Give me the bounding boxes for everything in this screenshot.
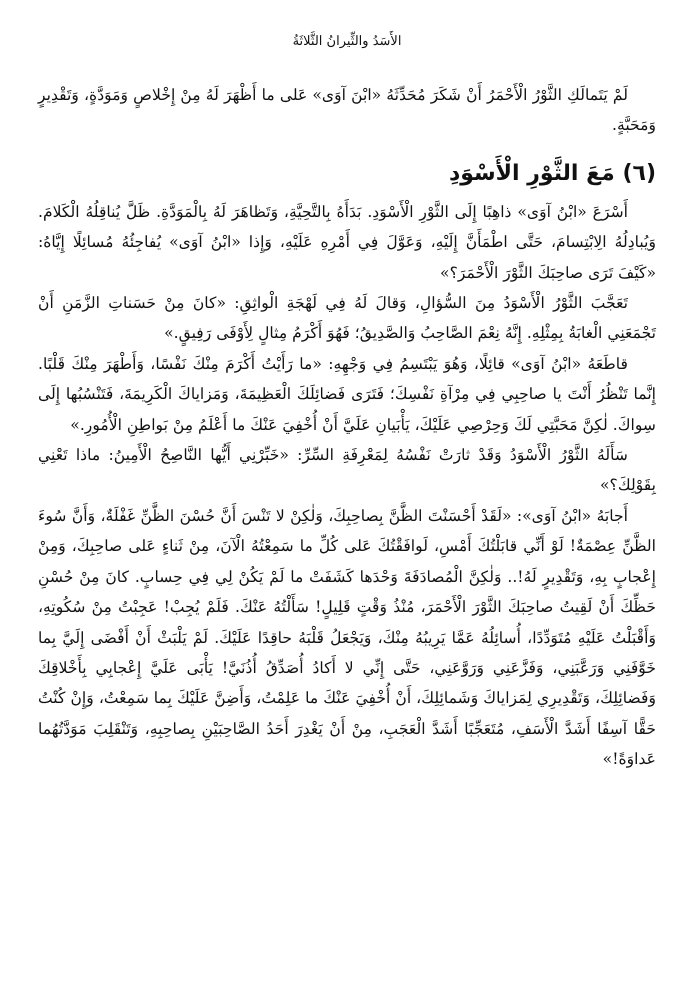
section-title: (٦) مَعَ الثَّوْرِ الْأَسْوَدِ [448,160,656,186]
paragraph-4: سَأَلَهُ الثَّوْرُ الْأَسْوَدُ وَقَدْ ثارَتْ نَفْسُهُ لِمَعْرِفَةِ السِّرِّ: «خَبِّرْنِي أَيُّها النَّاصِحُ الْأَمِينُ: ماذا تَعْنِي بِقَوْلِكَ؟» [38,446,656,495]
paragraph-1: أَسْرَعَ «ابْنُ آوَى» ذاهِبًا إِلَى الثَّوْرِ الْأَسْوَدِ. بَدَأَهُ بِالتَّحِيَّةِ، وَتَظاهَرَ لَهُ بِالْمَوَدَّةِ. ظَلَّ يُناقِلُهُ الْكَلامَ. وَيُبادِلُهُ الِابْتِسامَ، حَتَّى اطْمَأَنَّ إِلَيْهِ، وَعَوَّلَ فِي أَمْرِهِ عَلَيْهِ، وَإِذا «ابْنُ آوَى» يُفاجِئُهُ مُسائِلًا إِيَّاهُ: «كَيْفَ تَرَى صاحِبَكَ الثَّوْرَ الْأَحْمَرَ؟» [38,202,656,282]
intro-paragraph: لَمْ يَتَمالَكِ الثَّوْرُ الْأَحْمَرُ أَنْ شَكَرَ مُحَدِّثَهُ «ابْنَ آوَى» عَلى ما أَظْهَرَ لَهُ مِنْ إِخْلاصٍ وَمَوَدَّةٍ، وَتَقْدِيرٍ وَمَحَبَّةٍ. [38,86,656,135]
paragraph-5: أَجابَهُ «ابْنُ آوَى»: «لَقَدْ أَحْسَنْتَ الظَّنَّ بِصاحِبِكَ، وَلٰكِنْ لا تَنْسَ أَنَّ حُسْنَ الظَّنِّ غَفْلَةٌ، وَأَنَّ سُوءَ الظَّنِّ عِصْمَةٌ! لَوْ أَنِّي قابَلْتُكَ أَمْسِ، لَوافَقْتُكَ عَلى كُلِّ ما سَمِعْتُهُ الْآنَ، مِنْ ثَناءٍ عَلى صاحِبِكَ، وَمِنْ إِعْجابٍ بِهِ، وَتَقْدِيرٍ لَهُ!.. وَلٰكِنَّ الْمُصادَفَةَ وَحْدَها كَشَفَتْ ما لَمْ يَكُنْ لِي فِي حِسابٍ. كانَ مِنْ حُسْنِ حَظِّكَ أَنْ لَقِيتُ صاحِبَكَ الثَّوْرَ الْأَحْمَرَ، مُنْذُ وَقْتٍ قَلِيلٍ! سَأَلْتُهُ عَنْكَ. فَلَمْ يُجِبْ! عَجِبْتُ مِنْ سُكُوتِهِ، وَأَقْبَلْتُ عَلَيْهِ مُتَوَدِّدًا، أُسائِلُهُ عَمَّا يَرِيبُهُ مِنْكَ، وَيَجْعَلُ قَلْبَهُ حاقِدًا عَلَيْكَ. لَمْ يَلْبَثْ أَنْ أَفْضَى إِلَيَّ بِما خَوَّفَنِي وَرَعَّبَنِي، وَفَزَّعَنِي وَرَوَّعَنِي، حَتَّى إِنِّي لا أَكادُ أُصَدِّقُ أُذُنَيَّ! يَأْبَى عَلَيَّ إِعْجابِي بِأَخْلاقِكَ وَفَضائِلِكَ، وَتَقْدِيرِي لِمَزاياكَ وَشَمائِلِكَ، أَنْ أُخْفِيَ عَنْكَ ما عَلِمْتُ، وَأَضِنَّ عَلَيْكَ بِما سَمِعْتُ، وَإِنْ كُنْتُ حَقًّا آسِفًا أَشَدَّ الْأَسَفِ، مُتَعَجِّبًا أَشَدَّ الْعَجَبِ، مِنْ أَنْ يَغْدِرَ أَحَدُ الصَّاحِبَيْنِ بِصاحِبِهِ، وَتَنْقَلِبَ مَوَدَّتُهُما عَداوَةً!» [38,506,656,769]
running-header: الأَسَدُ والثِّيرانُ الثَّلاثَةُ [292,34,402,49]
paragraph-3: قاطَعَهُ «ابْنُ آوَى» قائِلًا، وَهُوَ يَبْتَسِمُ فِي وَجْهِهِ: «ما رَأَيْتُ أَكْرَمَ مِنْكَ نَفْسًا، وَأَطْهَرَ مِنْكَ قَلْبًا. إِنَّما تَنْظُرُ أَنْتَ يا صاحِبِي فِي مِرْآةِ نَفْسِكَ؛ فَتَرَى فَضائِلَكَ الْعَظِيمَةَ، وَمَزاياكَ الْكَرِيمَةَ، فَتَنْسُبُها إِلَى سِواكَ. لٰكِنَّ مَحَبَّتِي لَكَ وَحِرْصِي عَلَيْكَ، يَأْبَيانِ عَلَيَّ أَنْ أُخْفِيَ عَنْكَ ما أَعْلَمُ مِنْ بَواطِنِ الْأُمُورِ.» [38,354,656,434]
paragraph-2: تَعَجَّبَ الثَّوْرُ الْأَسْوَدُ مِنَ السُّؤالِ، وَقالَ لَهُ فِي لَهْجَةِ الْواثِقِ: «كانَ مِنْ حَسَناتِ الزَّمَنِ أَنْ تَجْمَعَنِي الْغابَةُ بِمِثْلِهِ. إِنَّهُ نِعْمَ الصَّاحِبُ وَالصَّدِيقُ؛ فَهُوَ أَكْرَمُ مِثالٍ لِأَوْفَى رَفِيقٍ.» [38,294,656,343]
